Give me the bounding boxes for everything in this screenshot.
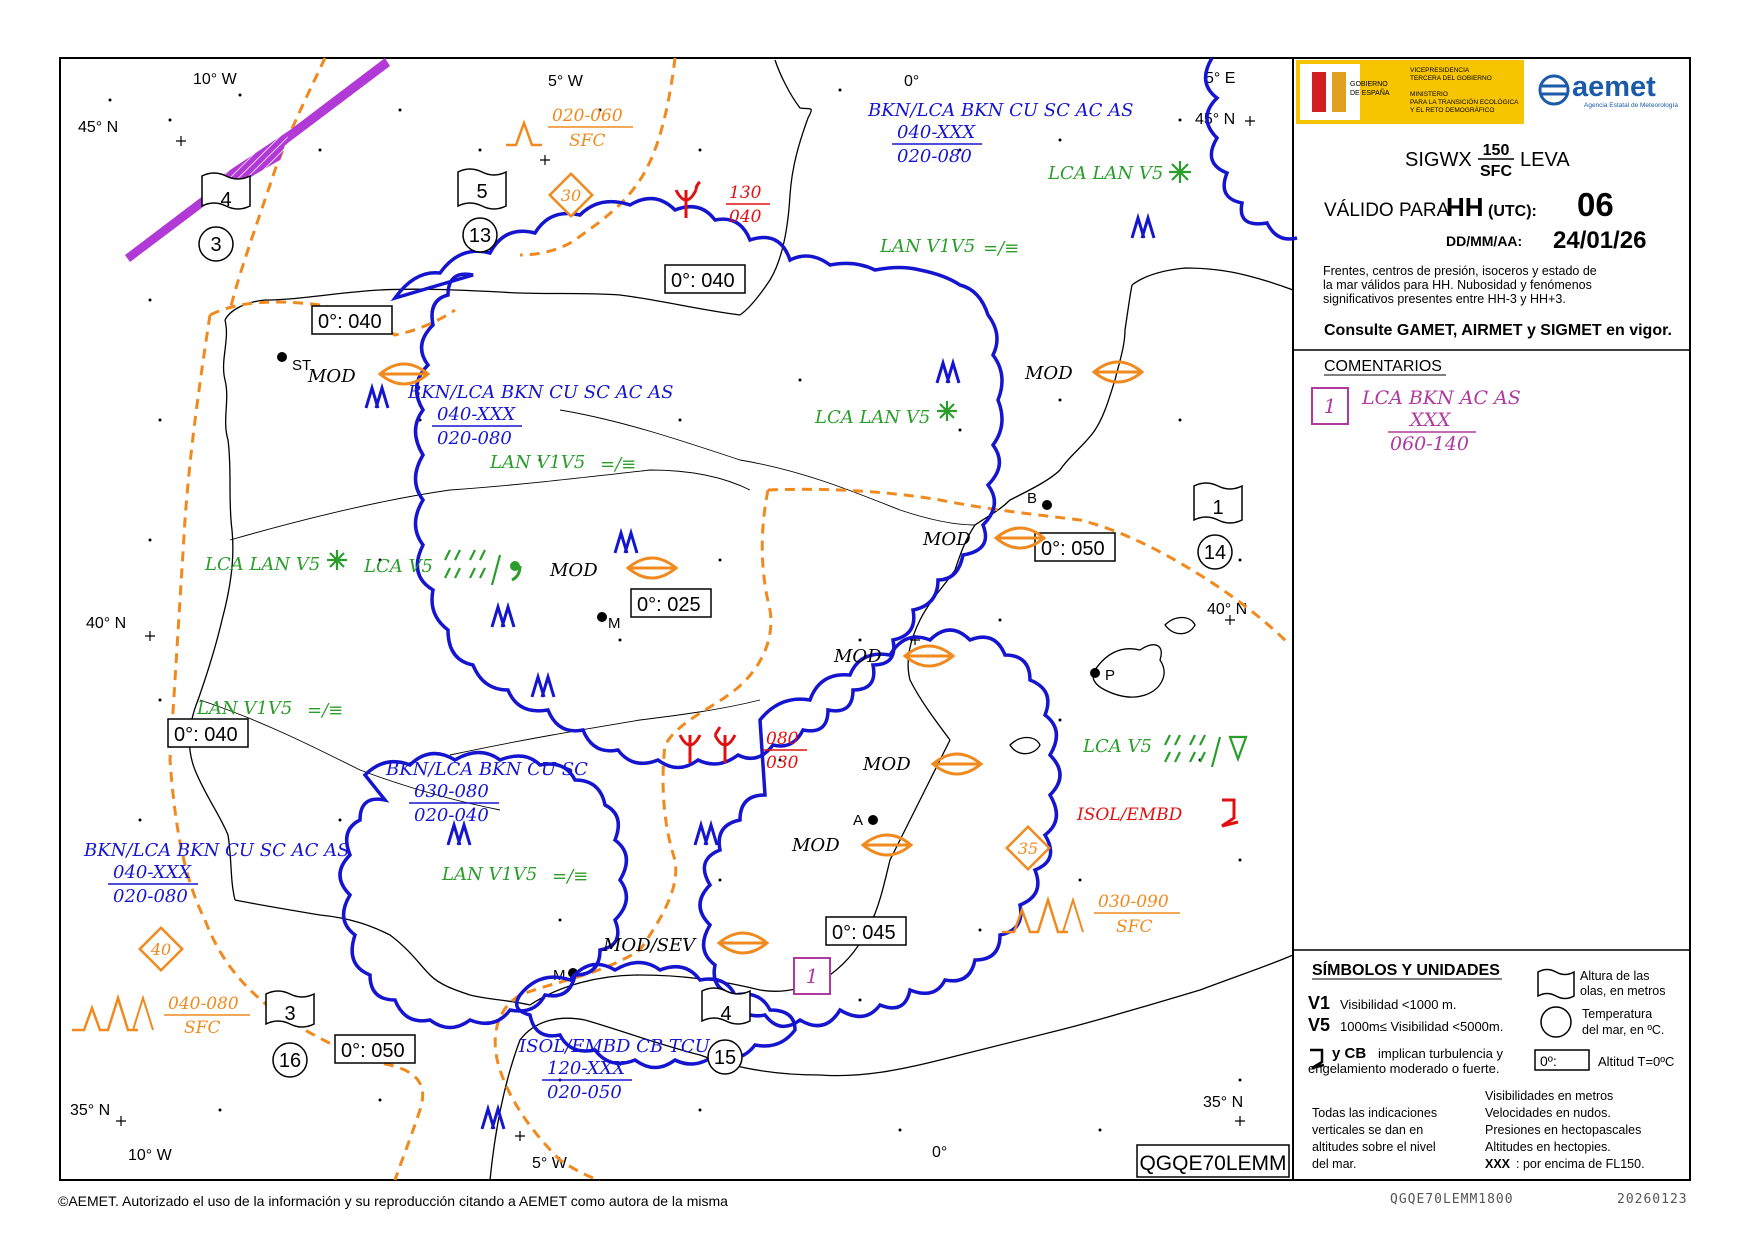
cloud-4-type: BKN/LCA BKN CU SC AC AS bbox=[84, 840, 350, 861]
copyright-notice: ©AEMET. Autorizado el uso de la información y su reproducción citando a AEMET como autora de la misma bbox=[58, 1193, 728, 1209]
cloud-3-base: 020-040 bbox=[414, 805, 489, 826]
mod-label-7: MOD bbox=[792, 835, 840, 856]
comment-base: 060-140 bbox=[1390, 433, 1469, 455]
mod-label-4: MOD bbox=[550, 560, 598, 581]
city-alicante: A bbox=[853, 812, 864, 829]
svg-text:Frentes, centros de presión, i: Frentes, centros de presión, isoceros y estado de bbox=[1323, 264, 1597, 278]
cloud-5-top: 120-XXX bbox=[547, 1058, 626, 1079]
svg-text:Agencia Estatal de Meteorologí: Agencia Estatal de Meteorología bbox=[1584, 102, 1678, 109]
sst-circle-3: 3 bbox=[210, 234, 222, 256]
city-malaga: M bbox=[553, 967, 566, 984]
tstm-icon-2 bbox=[680, 727, 735, 763]
comment-top: XXX bbox=[1410, 409, 1451, 431]
valid-label: VÁLIDO PARA bbox=[1324, 200, 1450, 221]
svg-text:PARA LA TRANSICIÓN ECOLÓGICA: PARA LA TRANSICIÓN ECOLÓGICA bbox=[1410, 99, 1519, 106]
comments-section bbox=[1312, 358, 1521, 455]
svg-text:olas, en metros: olas, en metros bbox=[1580, 984, 1666, 998]
svg-text:Temperatura: Temperatura bbox=[1582, 1007, 1653, 1021]
sst-circle-legend-icon bbox=[1541, 1007, 1571, 1037]
product-region: LEVA bbox=[1520, 149, 1570, 171]
svg-text:Todas las indicaciones: Todas las indicaciones bbox=[1312, 1106, 1438, 1120]
jet-stream-bar bbox=[125, 58, 390, 262]
header-logos bbox=[1296, 60, 1678, 124]
cloud-5-base: 020-050 bbox=[547, 1082, 622, 1103]
freezing-level-6: 0°: 045 bbox=[832, 922, 896, 944]
label-5w-bottom: 5° W bbox=[532, 1155, 567, 1172]
wave-flag-4a: 4 bbox=[220, 189, 232, 211]
cb-base-2: 030 bbox=[766, 753, 799, 773]
wave-flag-1: 1 bbox=[1212, 497, 1224, 519]
legend-title: SÍMBOLOS Y UNIDADES bbox=[1312, 962, 1500, 979]
freezing-level-7: 0°: 050 bbox=[341, 1040, 405, 1062]
comment-ref-num: 1 bbox=[805, 964, 819, 988]
label-35n-right: 35° N bbox=[1203, 1094, 1244, 1111]
modsev-label: MOD/SEV bbox=[603, 935, 696, 956]
svg-text:GOBIERNO: GOBIERNO bbox=[1350, 81, 1388, 88]
phen-mist-3: =/≡ bbox=[307, 700, 344, 721]
svg-text:implican turbulencia y: implican turbulencia y bbox=[1378, 1046, 1504, 1061]
label-40n: 40° N bbox=[86, 615, 127, 632]
svg-text:Altitudes en hectopies.: Altitudes en hectopies. bbox=[1485, 1140, 1611, 1154]
svg-text:TERCERA DEL GOBIERNO: TERCERA DEL GOBIERNO bbox=[1410, 75, 1492, 82]
wave-sfc-3: SFC bbox=[184, 1018, 221, 1038]
svg-text:XXX: XXX bbox=[1485, 1157, 1511, 1171]
svg-text:Y EL RETO DEMOGRÁFICO: Y EL RETO DEMOGRÁFICO bbox=[1410, 107, 1495, 114]
cities bbox=[277, 352, 1115, 984]
svg-text:la mar válidos para HH. Nubosi: la mar válidos para HH. Nubosidad y fenómenos bbox=[1323, 278, 1592, 292]
mod-label-6: MOD bbox=[863, 754, 911, 775]
phen-mist-1: =/≡ bbox=[983, 238, 1020, 259]
svg-text:Presiones en hectopascales: Presiones en hectopascales bbox=[1485, 1123, 1642, 1137]
label-10w: 10° W bbox=[193, 71, 237, 88]
sst-circle-13: 13 bbox=[468, 225, 492, 247]
consult-note: Consulte GAMET, AIRMET y SIGMET en vigor. bbox=[1324, 322, 1672, 339]
phen-lca-v5-1: LCA V5 bbox=[364, 556, 433, 577]
product-header bbox=[1323, 142, 1672, 339]
valid-date: 24/01/26 bbox=[1553, 227, 1647, 254]
svg-text:: por encima de FL150.: : por encima de FL150. bbox=[1516, 1157, 1645, 1171]
hh-label: HH bbox=[1446, 192, 1484, 222]
label-40n-right: 40° N bbox=[1207, 601, 1248, 618]
phen-lan-v1v5-4: LAN V1V5 bbox=[442, 864, 538, 885]
svg-text:verticales se dan en: verticales se dan en bbox=[1312, 1123, 1424, 1137]
svg-text:Altura de las: Altura de las bbox=[1580, 969, 1650, 983]
shower-icon bbox=[1230, 737, 1246, 759]
mod-label-1: MOD bbox=[1025, 363, 1073, 384]
svg-text:DE ESPAÑA: DE ESPAÑA bbox=[1350, 90, 1390, 97]
svg-text:del mar.: del mar. bbox=[1312, 1157, 1357, 1171]
grid-labels bbox=[70, 70, 1247, 1172]
iso-legend-box: 0º: bbox=[1540, 1053, 1557, 1069]
mountain-obscuration-icons bbox=[366, 218, 1154, 1129]
aemet-logo-icon bbox=[1540, 76, 1568, 104]
mod-label-2: MOD bbox=[308, 366, 356, 387]
wave-flag-5: 5 bbox=[476, 181, 488, 203]
turbulence-cb-icon bbox=[1222, 800, 1238, 826]
svg-text:1000m≤ Visibilidad <5000m.: 1000m≤ Visibilidad <5000m. bbox=[1340, 1019, 1504, 1034]
sst-circle-16: 16 bbox=[278, 1050, 302, 1072]
svg-text:V5: V5 bbox=[1308, 1015, 1331, 1035]
label-5e: 5° E bbox=[1205, 70, 1236, 87]
wave-flag-4b: 4 bbox=[720, 1003, 732, 1025]
cloud-boundaries bbox=[340, 58, 1297, 1068]
snow-icon-3 bbox=[327, 550, 347, 570]
cloud-1-top: 040-XXX bbox=[897, 122, 976, 143]
phen-mist-2: =/≡ bbox=[600, 454, 637, 475]
city-barcelona: B bbox=[1027, 490, 1038, 507]
phen-lca-v5-2: LCA V5 bbox=[1083, 736, 1152, 757]
label-5w: 5° W bbox=[548, 73, 583, 90]
label-45n-right: 45° N bbox=[1195, 111, 1236, 128]
label-45n: 45° N bbox=[78, 119, 119, 136]
phen-lan-v1v5-1: LAN V1V5 bbox=[880, 236, 976, 257]
snow-icon bbox=[1169, 161, 1191, 183]
wave-sfc-2: SFC bbox=[1116, 917, 1153, 937]
sst-30: 30 bbox=[560, 186, 582, 205]
cloud-3-top: 030-080 bbox=[414, 781, 489, 802]
rain-icon-2 bbox=[1165, 735, 1220, 767]
phen-mist-4: =/≡ bbox=[552, 866, 589, 887]
map-code: QGQE70LEMM bbox=[1139, 1152, 1287, 1175]
label-0: 0° bbox=[904, 73, 920, 90]
product-name: SIGWX bbox=[1405, 149, 1472, 171]
svg-text:engelamiento moderado o fuerte: engelamiento moderado o fuerte. bbox=[1308, 1061, 1500, 1076]
cb-top-2: 080 bbox=[766, 729, 799, 749]
phen-lca-lan-v5-3: LCA LAN V5 bbox=[205, 554, 321, 575]
wave-height-3: 040-080 bbox=[168, 994, 239, 1014]
city-madrid: M bbox=[608, 615, 621, 632]
freezing-level-5: 0°: 040 bbox=[174, 724, 238, 746]
svg-text:significativos presentes entre: significativos presentes entre HH-3 y HH+3. bbox=[1323, 292, 1566, 306]
label-0-bottom: 0° bbox=[932, 1144, 948, 1161]
label-35n: 35° N bbox=[70, 1102, 111, 1119]
svg-text:del mar, en ºC.: del mar, en ºC. bbox=[1582, 1023, 1665, 1037]
sst-circle-15: 15 bbox=[713, 1047, 737, 1069]
city-santiago: ST bbox=[292, 357, 312, 374]
isol-embd-label: ISOL/EMBD bbox=[1077, 805, 1183, 825]
svg-text:Visibilidad <1000 m.: Visibilidad <1000 m. bbox=[1340, 997, 1457, 1012]
cloud-1-base: 020-080 bbox=[897, 146, 972, 167]
cloud-4-top: 040-XXX bbox=[113, 862, 192, 883]
coat-of-arms-icon bbox=[1312, 72, 1326, 112]
fl-bottom: SFC bbox=[1480, 163, 1512, 180]
rain-icon bbox=[445, 550, 500, 585]
legend bbox=[1308, 960, 1674, 1171]
mod-label-5: MOD bbox=[834, 646, 882, 667]
svg-text:VICEPRESIDENCIA: VICEPRESIDENCIA bbox=[1410, 67, 1470, 74]
svg-text:Velocidades en nudos.: Velocidades en nudos. bbox=[1485, 1106, 1611, 1120]
label-10w-bottom: 10° W bbox=[128, 1147, 172, 1164]
bulletin-code: QGQE70LEMM1800 bbox=[1390, 1192, 1514, 1207]
phen-lan-v1v5-3: LAN V1V5 bbox=[197, 698, 293, 719]
cloud-1-type: BKN/LCA BKN CU SC AC AS bbox=[868, 100, 1134, 121]
cloud-5-type: ISOL/EMBD CB TCU bbox=[519, 1036, 710, 1057]
cloud-4-base: 020-080 bbox=[113, 886, 188, 907]
svg-text:1: 1 bbox=[1323, 394, 1337, 418]
wave-flag-legend-icon bbox=[1538, 970, 1574, 999]
sst-circle-14: 14 bbox=[1203, 542, 1227, 564]
sst-40: 40 bbox=[150, 940, 172, 959]
freezing-level-3: 0°: 025 bbox=[637, 594, 701, 616]
wave-height-2: 030-090 bbox=[1098, 892, 1169, 912]
phen-lan-v1v5-2: LAN V1V5 bbox=[490, 452, 586, 473]
phen-lca-lan-v5-2: LCA LAN V5 bbox=[815, 407, 931, 428]
snow-icon-2 bbox=[937, 401, 957, 421]
wave-height-1: 020-060 bbox=[552, 106, 623, 126]
svg-text:V1: V1 bbox=[1308, 993, 1331, 1013]
svg-text:Visibilidades en metros: Visibilidades en metros bbox=[1485, 1089, 1614, 1103]
sst-35: 35 bbox=[1017, 839, 1039, 858]
freezing-level-2: 0°: 040 bbox=[671, 270, 735, 292]
svg-text:DD/MM/AA:: DD/MM/AA: bbox=[1446, 233, 1523, 249]
svg-text:altitudes sobre el nivel: altitudes sobre el nivel bbox=[1312, 1140, 1436, 1154]
freezing-level-4: 0°: 050 bbox=[1041, 538, 1105, 560]
svg-text:y CB: y CB bbox=[1332, 1045, 1367, 1062]
city-palma: P bbox=[1105, 667, 1116, 684]
svg-text:(UTC):: (UTC): bbox=[1488, 203, 1537, 220]
phen-lca-lan-v5-1: LCA LAN V5 bbox=[1048, 163, 1164, 184]
wave-sfc-1: SFC bbox=[569, 131, 606, 151]
fl-top: 150 bbox=[1482, 142, 1510, 159]
aemet-brand: aemet bbox=[1572, 71, 1656, 103]
freezing-level-1: 0°: 040 bbox=[318, 311, 382, 333]
svg-text:MINISTERIO: MINISTERIO bbox=[1410, 91, 1448, 98]
cb-top-1: 130 bbox=[729, 183, 762, 203]
bulletin-date: 20260123 bbox=[1617, 1192, 1688, 1207]
comments-title: COMENTARIOS bbox=[1324, 358, 1442, 375]
tstm-icon bbox=[676, 182, 700, 218]
comment-type: LCA BKN AC AS bbox=[1362, 387, 1521, 409]
wave-flag-3: 3 bbox=[284, 1003, 296, 1025]
cloud-2-type: BKN/LCA BKN CU SC AC AS bbox=[408, 382, 674, 403]
cloud-2-top: 040-XXX bbox=[437, 404, 516, 425]
svg-text:Altitud T=0ºC: Altitud T=0ºC bbox=[1598, 1054, 1675, 1069]
cb-base-1: 040 bbox=[729, 207, 762, 227]
cloud-3-type: BKN/LCA BKN CU SC bbox=[386, 759, 588, 780]
mod-label-3: MOD bbox=[923, 529, 971, 550]
cloud-2-base: 020-080 bbox=[437, 428, 512, 449]
valid-hour: 06 bbox=[1577, 186, 1614, 223]
